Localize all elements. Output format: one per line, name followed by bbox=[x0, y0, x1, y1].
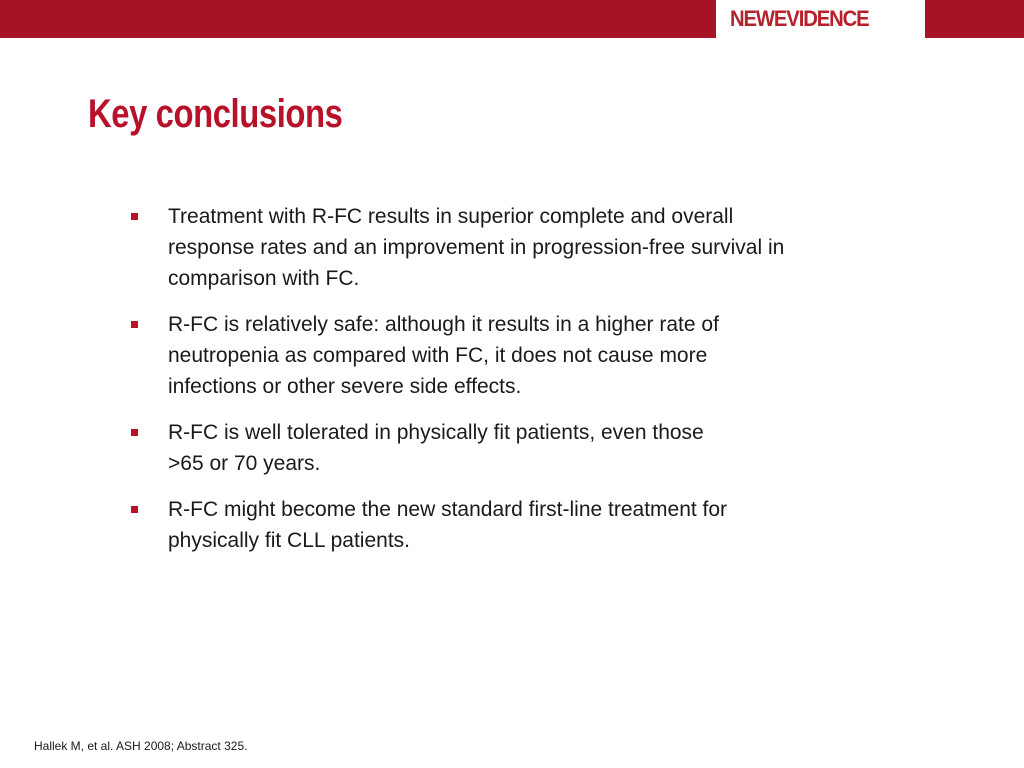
header-bar bbox=[0, 0, 1024, 38]
bullet-3-line-1: R-FC is well tolerated in physically fit patients, even those bbox=[168, 421, 704, 444]
bullet-item-3 bbox=[168, 417, 948, 479]
bullet-item-1 bbox=[168, 201, 948, 294]
bullet-2-line-1: R-FC is relatively safe: although it results in a higher rate of bbox=[168, 313, 719, 336]
slide-title: Key conclusions bbox=[88, 92, 343, 136]
bullet-4-line-2: physically fit CLL patients. bbox=[168, 529, 411, 552]
bullet-1-line-2: response rates and an improvement in progression-free survival in bbox=[168, 236, 785, 259]
bullet-2-line-2: neutropenia as compared with FC, it does not cause more bbox=[168, 344, 708, 367]
bullet-item-4 bbox=[168, 494, 948, 556]
bullet-2-line-3: infections or other severe side effects. bbox=[168, 375, 522, 398]
square-bullet-icon bbox=[131, 321, 138, 328]
logo-part-new: NEW bbox=[730, 6, 774, 31]
bullet-1-line-1: Treatment with R-FC results in superior complete and overall bbox=[168, 205, 734, 228]
bullet-1-line-3: comparison with FC. bbox=[168, 267, 360, 290]
square-bullet-icon bbox=[131, 213, 138, 220]
logo-container bbox=[716, 0, 925, 38]
bullet-4-line-1: R-FC might become the new standard first-line treatment for bbox=[168, 498, 728, 521]
conclusions-list bbox=[168, 201, 948, 571]
bullet-3-line-2: >65 or 70 years. bbox=[168, 452, 321, 475]
logo-part-evidence: EVIDENCE bbox=[773, 6, 869, 31]
reference-footnote: Hallek M, et al. ASH 2008; Abstract 325. bbox=[34, 739, 248, 753]
square-bullet-icon bbox=[131, 506, 138, 513]
bullet-item-2 bbox=[168, 309, 948, 402]
square-bullet-icon bbox=[131, 429, 138, 436]
newevidence-logo bbox=[730, 6, 869, 32]
